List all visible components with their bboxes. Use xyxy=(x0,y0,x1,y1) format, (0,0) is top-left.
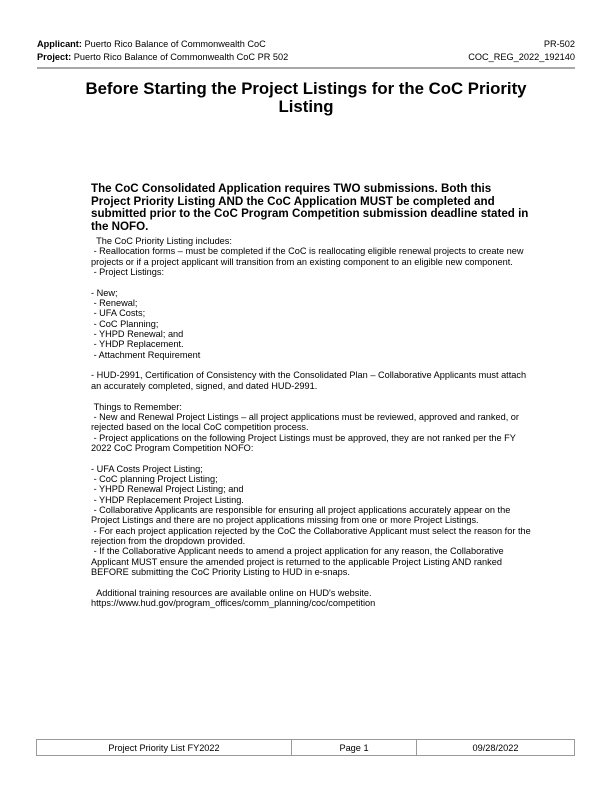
coc-number: PR-502 xyxy=(543,39,575,49)
training-text: Additional training resources are available online on HUD's website. xyxy=(91,587,372,598)
listing-item: - New; xyxy=(91,287,118,298)
footer-page-number: Page 1 xyxy=(291,740,416,755)
remember-responsible: - Collaborative Applicants are responsible for ensuring all project applications accurately appear on the Project Listings and there are no project applications missing from one or more Project Listings. xyxy=(91,504,513,526)
project-info xyxy=(37,51,288,64)
spacer xyxy=(91,577,531,587)
listing-item: - CoC Planning; xyxy=(91,318,159,329)
remember-new-renewal: - New and Renewal Project Listings – all project applications must be reviewed, approved and ranked, or rejected based on the local CoC competition process. xyxy=(91,411,522,433)
applicant-label: Applicant: xyxy=(37,39,82,49)
registration-id: COC_REG_2022_192140 xyxy=(468,52,575,62)
approved-item: - YHDP Replacement Project Listing. xyxy=(91,494,244,505)
listing-item: - YHPD Renewal; and xyxy=(91,329,184,340)
project-name: Puerto Rico Balance of Commonwealth CoC PR 502 xyxy=(71,52,289,62)
listing-item: - Attachment Requirement xyxy=(91,349,201,360)
spacer xyxy=(91,453,531,463)
remember-amend: - If the Collaborative Applicant needs to amend a project application for any reason, the Collaborative Applicant MUST ensure the amended project is returned to the applicable Project Listing AND ranked BEFORE submitting the CoC Priority Listing to HUD in e-snaps. xyxy=(91,546,506,577)
page-title: Before Starting the Project Listings for the CoC Priority Listing xyxy=(85,79,527,116)
listing-item: - Renewal; xyxy=(91,298,138,309)
project-row xyxy=(37,51,575,64)
page-footer xyxy=(36,739,575,756)
spacer xyxy=(91,277,531,287)
instructions-body xyxy=(91,236,534,609)
project-label: Project: xyxy=(37,52,72,62)
approved-item: - CoC planning Project Listing; xyxy=(91,473,218,484)
listing-item: - UFA Costs; xyxy=(91,308,146,319)
listing-item: - YHDP Replacement. xyxy=(91,339,184,350)
remember-rejected: - For each project application rejected by the CoC the Collaborative Applicant must select the reason for the rejection from the dropdown provided. xyxy=(91,525,534,546)
spacer xyxy=(91,391,531,401)
applicant-info xyxy=(37,38,266,51)
applicant-name: Puerto Rico Balance of Commonwealth CoC xyxy=(81,39,266,49)
header-divider xyxy=(37,67,575,69)
reallocation-item: - Reallocation forms – must be completed if the CoC is reallocating eligible renewal projects to create new projects or if a project applicant will transition from an existing component to an eligible new component. xyxy=(91,246,527,267)
project-listings-item: - Project Listings: xyxy=(91,267,165,278)
training-url: https://www.hud.gov/program_offices/comm_planning/coc/competition xyxy=(91,598,376,609)
footer-document-name: Project Priority List FY2022 xyxy=(108,742,220,753)
hud2991-item: - HUD-2991, Certification of Consistency with the Consolidated Plan – Collaborative Applicants must attach an accurately completed, signed, and dated HUD-2991. xyxy=(91,370,529,391)
includes-heading: The CoC Priority Listing includes: xyxy=(91,236,232,246)
footer-date: 09/28/2022 xyxy=(416,740,574,755)
approved-item: - UFA Costs Project Listing; xyxy=(91,463,203,474)
intro-paragraph: The CoC Consolidated Application requires TWO submissions. Both this Project Priority Listing AND the CoC Application MUST be completed and submitted prior to the CoC Program Competition submission deadline stated in the NOFO. xyxy=(91,182,529,233)
page-header xyxy=(37,38,575,64)
remember-approved: - Project applications on the following Project Listings must be approved, they are not ranked per the FY 2022 CoC Program Competition NOFO: xyxy=(91,432,519,453)
remember-heading: Things to Remember: xyxy=(91,401,182,412)
approved-item: - YHPD Renewal Project Listing; and xyxy=(91,484,244,495)
applicant-row xyxy=(37,38,575,51)
spacer xyxy=(91,360,531,370)
